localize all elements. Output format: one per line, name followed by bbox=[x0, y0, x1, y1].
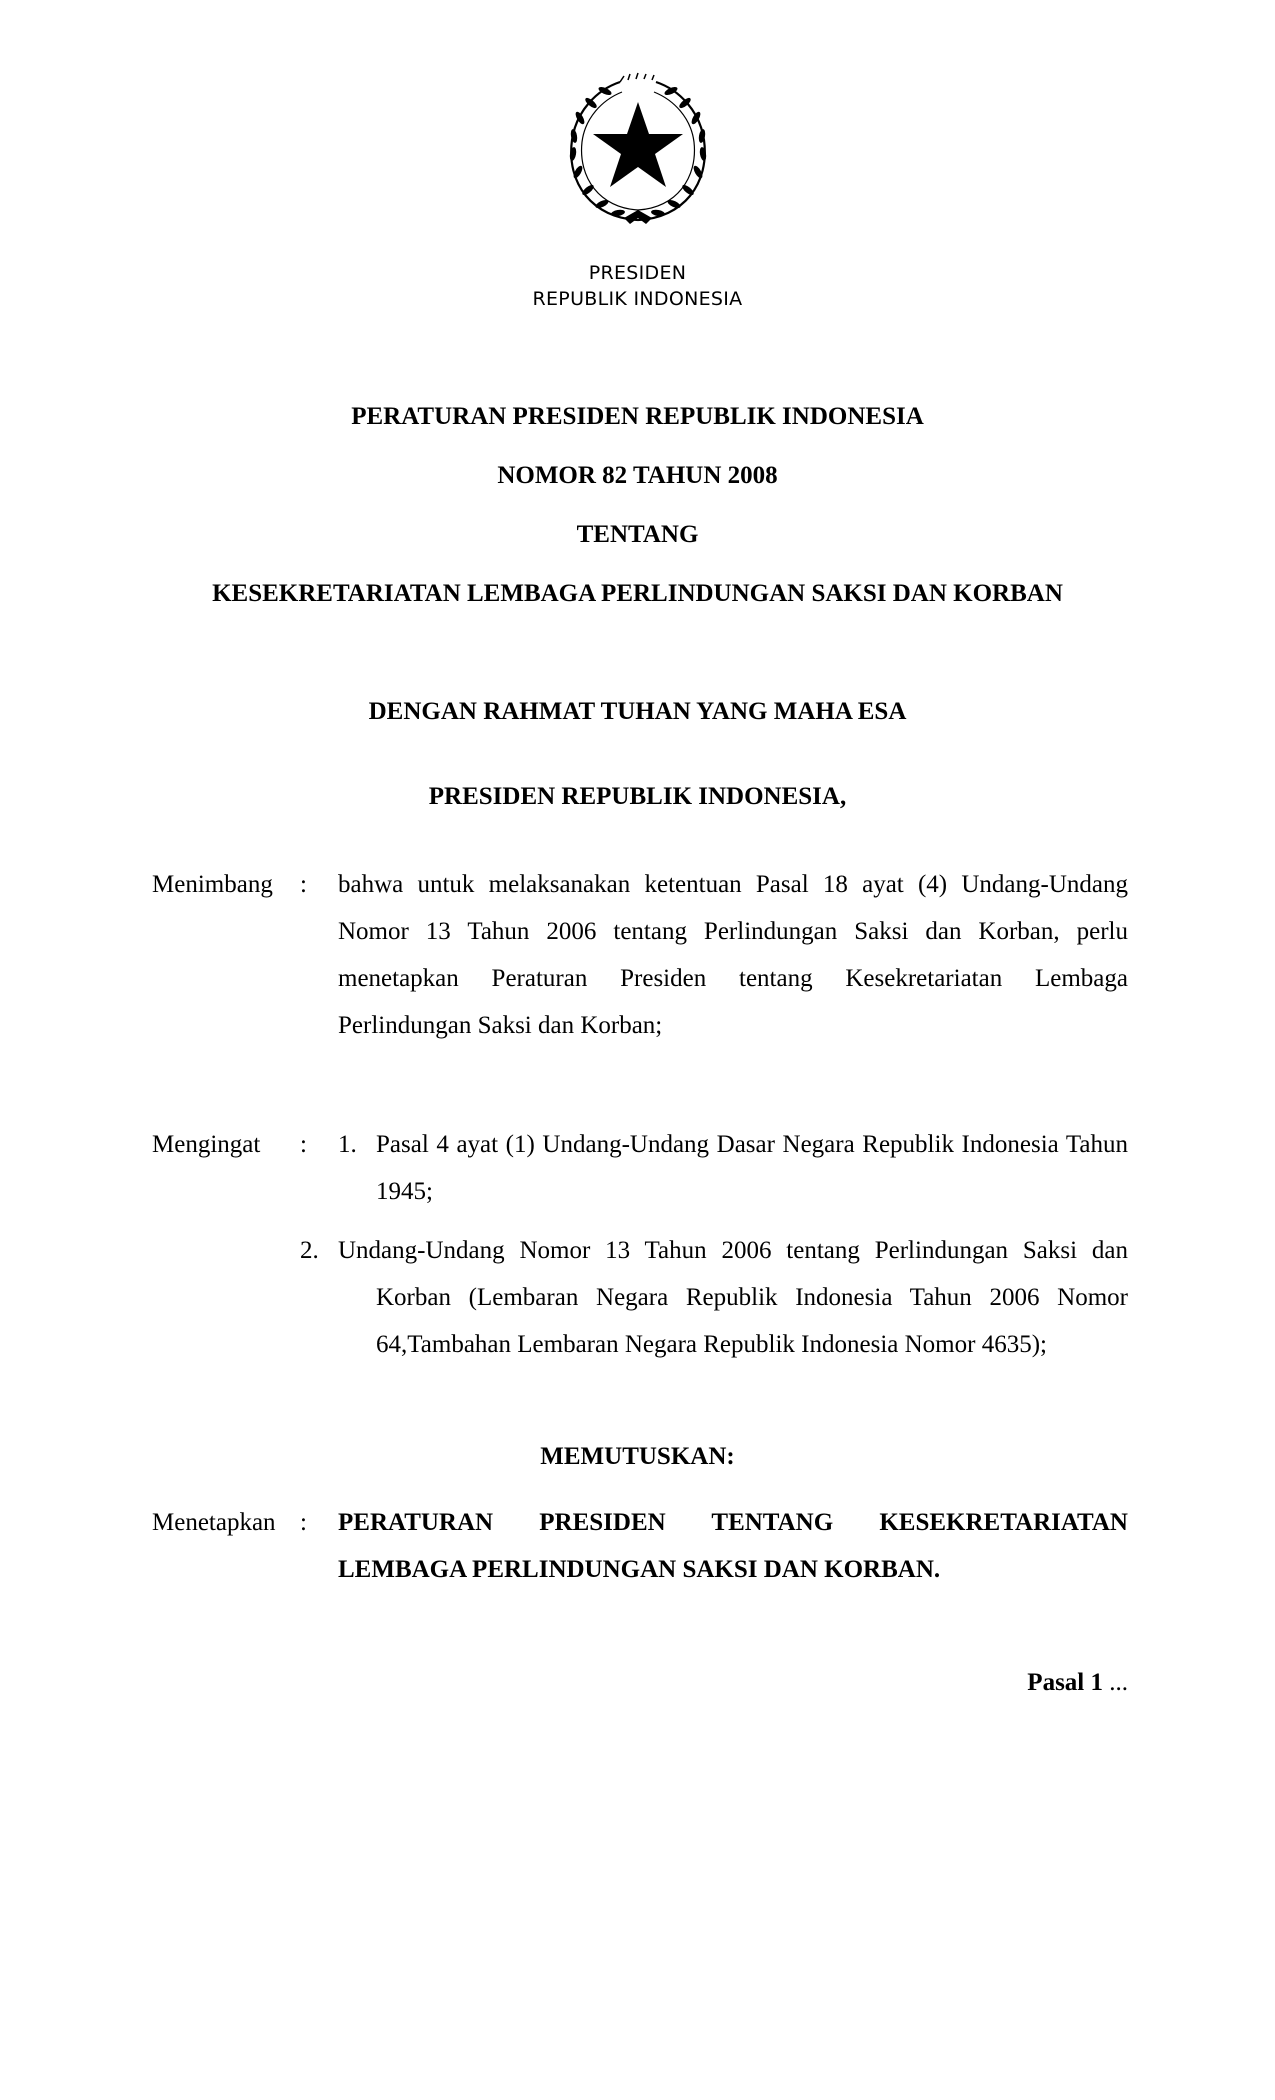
menimbang-colon: : bbox=[300, 871, 307, 898]
garuda-star-emblem-icon bbox=[558, 72, 718, 232]
menimbang-label: Menimbang bbox=[152, 871, 273, 898]
authority-heading: PRESIDEN REPUBLIK INDONESIA, bbox=[428, 783, 847, 810]
mengingat-item-number: 1. bbox=[338, 1131, 357, 1158]
mengingat-item-2-text: Undang-Undang Nomor 13 Tahun 2006 tentang Perlindungan Saksi dan Korban (Lembaran Negara Republik Indonesia Tahun 2006 Nomor 64,Tambahan Lembaran Negara Republik Indonesia Nomor 4635); bbox=[338, 1237, 1128, 1358]
next-page-ellipsis: ... bbox=[1103, 1669, 1128, 1696]
regulation-subject: KESEKRETARIATAN LEMBAGA PERLINDUNGAN SAKSI DAN KORBAN bbox=[212, 580, 1063, 607]
mengingat-item-text bbox=[338, 1227, 1128, 1368]
regulation-about: TENTANG bbox=[576, 521, 699, 548]
regulation-title: PERATURAN PRESIDEN REPUBLIK INDONESIA bbox=[351, 403, 924, 430]
mengingat-label: Mengingat bbox=[152, 1131, 261, 1158]
invocation-heading: DENGAN RAHMAT TUHAN YANG MAHA ESA bbox=[368, 698, 907, 725]
mengingat-item-text: Pasal 4 ayat (1) Undang-Undang Dasar Negara Republik Indonesia Tahun 1945; bbox=[376, 1131, 1128, 1205]
menetapkan-colon: : bbox=[300, 1509, 307, 1536]
menetapkan-text: PERATURAN PRESIDEN TENTANG KESEKRETARIATAN LEMBAGA PERLINDUNGAN SAKSI DAN KORBAN. bbox=[338, 1509, 1128, 1583]
mengingat-item-number: 2. bbox=[300, 1237, 319, 1264]
decision-heading: MEMUTUSKAN: bbox=[540, 1443, 735, 1470]
republic-label: REPUBLIK INDONESIA bbox=[532, 288, 743, 310]
regulation-number: NOMOR 82 TAHUN 2008 bbox=[497, 462, 778, 489]
next-page-pasal: Pasal 1 bbox=[1027, 1669, 1103, 1696]
next-page-marker bbox=[1027, 1668, 1128, 1698]
menetapkan-label: Menetapkan bbox=[152, 1509, 276, 1536]
menimbang-text: bahwa untuk melaksanakan ketentuan Pasal 18 ayat (4) Undang-Undang Nomor 13 Tahun 2006 tentang Perlindungan Saksi dan Korban, perlu menetapkan Peraturan Presiden tentang Kesekretariatan Lembaga Perlindungan Saksi dan Korban; bbox=[338, 871, 1128, 1039]
president-label: PRESIDEN bbox=[588, 262, 687, 284]
mengingat-colon: : bbox=[300, 1131, 307, 1158]
